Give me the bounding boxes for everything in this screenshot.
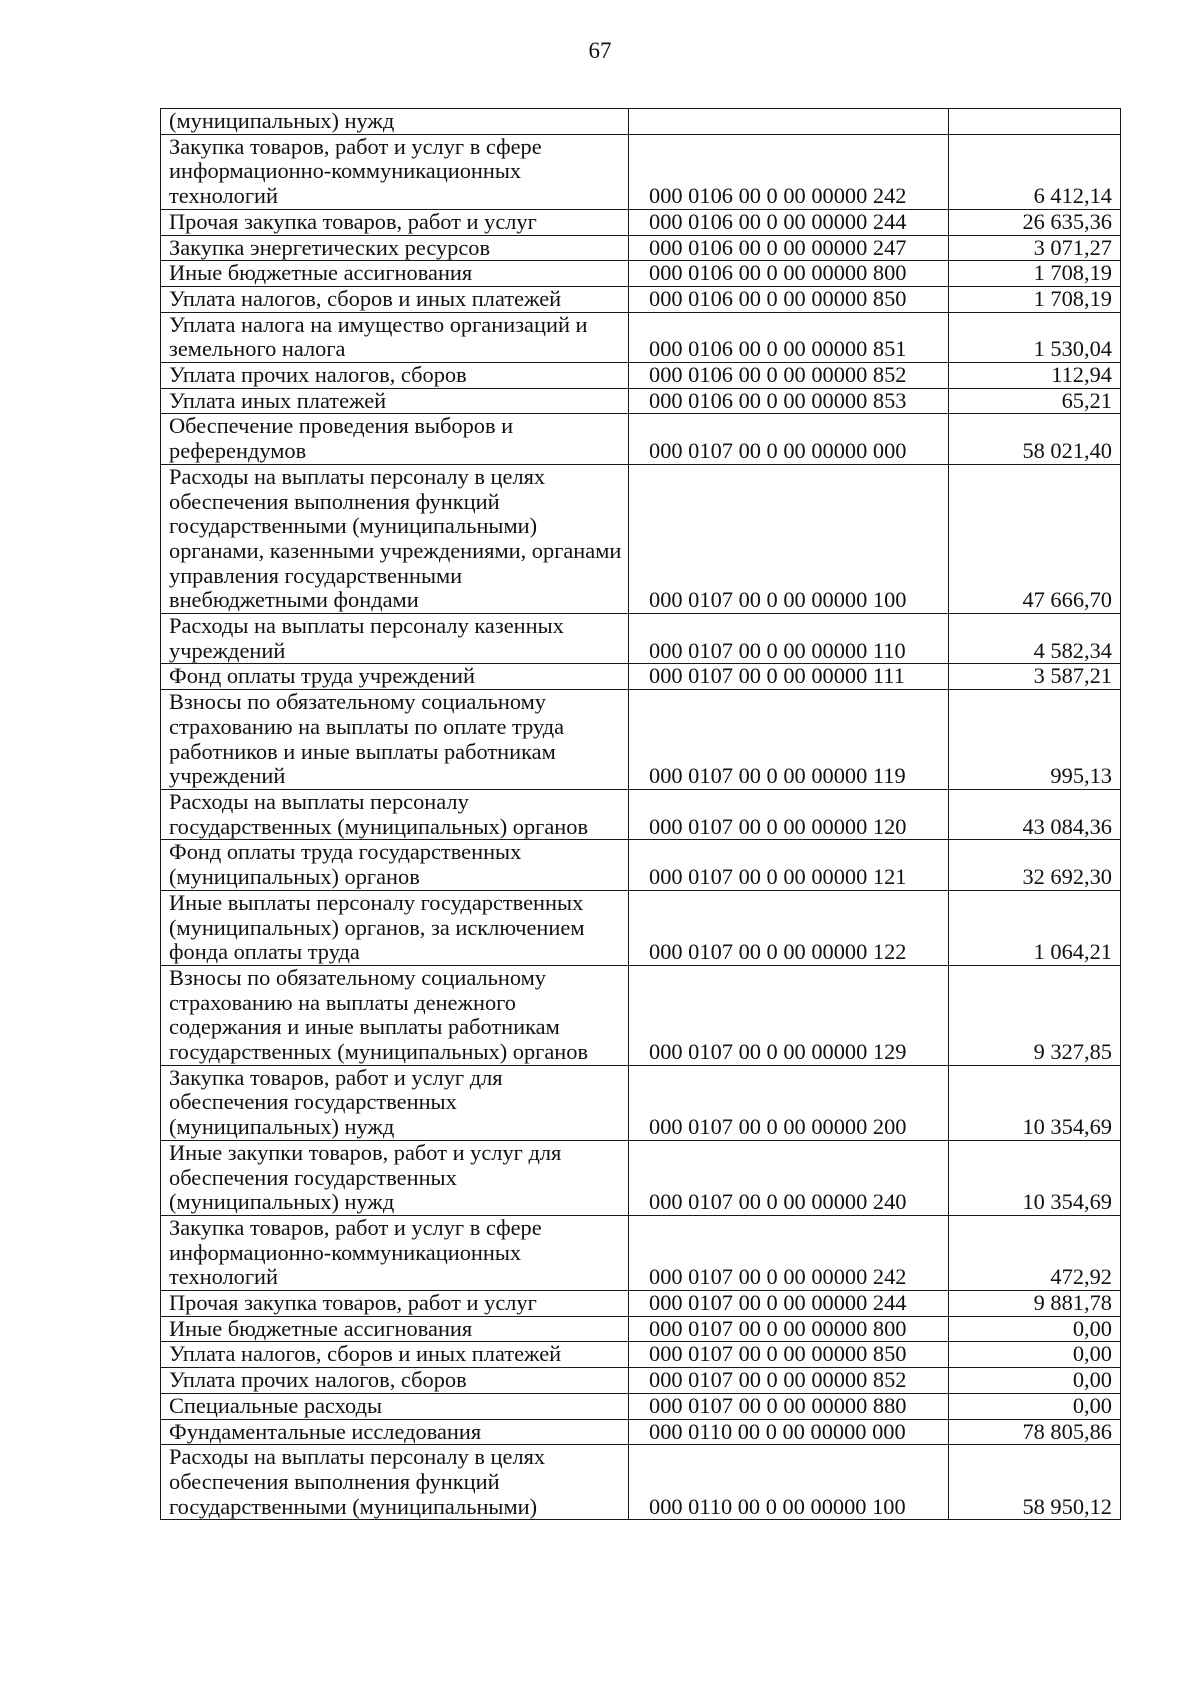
- table-row: [161, 890, 1121, 965]
- row-amount-cell: 1 708,19: [949, 261, 1121, 287]
- row-code-cell: 000 0107 00 0 00 00000 110: [629, 614, 949, 664]
- table-row: [161, 235, 1121, 261]
- row-code-cell: 000 0107 00 0 00 00000 119: [629, 690, 949, 790]
- row-name-cell: Расходы на выплаты персоналу в целях обеспечения выполнения функций государственными (муниципальными): [161, 1445, 629, 1520]
- row-code-cell: 000 0107 00 0 00 00000 800: [629, 1316, 949, 1342]
- row-code-cell: 000 0106 00 0 00 00000 800: [629, 261, 949, 287]
- table-row: [161, 209, 1121, 235]
- row-code-cell: 000 0110 00 0 00 00000 000: [629, 1419, 949, 1445]
- row-name-cell: Специальные расходы: [161, 1393, 629, 1419]
- row-name-cell: Уплата налога на имущество организаций и земельного налога: [161, 312, 629, 362]
- row-code-cell: 000 0107 00 0 00 00000 100: [629, 464, 949, 613]
- row-name-cell: Взносы по обязательному социальному страхованию на выплаты денежного содержания и иные выплаты работникам государственных (муниципальных) органов: [161, 965, 629, 1065]
- table-row: [161, 261, 1121, 287]
- row-amount-cell: 6 412,14: [949, 134, 1121, 209]
- row-amount-cell: 32 692,30: [949, 840, 1121, 890]
- table-row: [161, 1291, 1121, 1317]
- row-name-cell: Иные выплаты персоналу государственных (муниципальных) органов, за исключением фонда оплаты труда: [161, 890, 629, 965]
- table-row: [161, 1065, 1121, 1140]
- row-amount-cell: 0,00: [949, 1393, 1121, 1419]
- row-name-cell: Прочая закупка товаров, работ и услуг: [161, 1291, 629, 1317]
- row-name-cell: Фонд оплаты труда учреждений: [161, 664, 629, 690]
- table-row: [161, 1445, 1121, 1520]
- row-amount-cell: 1 708,19: [949, 286, 1121, 312]
- row-amount-cell: 0,00: [949, 1368, 1121, 1394]
- table-row: [161, 840, 1121, 890]
- row-name-cell: Фонд оплаты труда государственных (муниципальных) органов: [161, 840, 629, 890]
- row-name-cell: Уплата прочих налогов, сборов: [161, 1368, 629, 1394]
- row-amount-cell: 995,13: [949, 690, 1121, 790]
- row-name-cell: Обеспечение проведения выборов и референдумов: [161, 414, 629, 464]
- table-row: [161, 464, 1121, 613]
- row-code-cell: 000 0107 00 0 00 00000 852: [629, 1368, 949, 1394]
- row-name-cell: Уплата прочих налогов, сборов: [161, 363, 629, 389]
- row-code-cell: 000 0106 00 0 00 00000 851: [629, 312, 949, 362]
- row-amount-cell: 472,92: [949, 1215, 1121, 1290]
- budget-table: [160, 108, 1121, 1520]
- row-name-cell: Иные закупки товаров, работ и услуг для обеспечения государственных (муниципальных) нужд: [161, 1140, 629, 1215]
- table-row: [161, 414, 1121, 464]
- row-code-cell: 000 0107 00 0 00 00000 200: [629, 1065, 949, 1140]
- table-row: [161, 134, 1121, 209]
- table-row: [161, 1419, 1121, 1445]
- row-amount-cell: 4 582,34: [949, 614, 1121, 664]
- row-code-cell: 000 0110 00 0 00 00000 100: [629, 1445, 949, 1520]
- row-amount-cell: 10 354,69: [949, 1140, 1121, 1215]
- table-row: [161, 789, 1121, 839]
- table-row: [161, 1393, 1121, 1419]
- row-code-cell: 000 0106 00 0 00 00000 850: [629, 286, 949, 312]
- row-code-cell: 000 0107 00 0 00 00000 121: [629, 840, 949, 890]
- row-name-cell: Расходы на выплаты персоналу в целях обеспечения выполнения функций государственными (муниципальными) органами, казенными учреждениями, органами управления государственными внебюджетными фондами: [161, 464, 629, 613]
- row-name-cell: Расходы на выплаты персоналу казенных учреждений: [161, 614, 629, 664]
- row-amount-cell: 26 635,36: [949, 209, 1121, 235]
- row-amount-cell: 47 666,70: [949, 464, 1121, 613]
- row-name-cell: Уплата иных платежей: [161, 388, 629, 414]
- row-code-cell: 000 0107 00 0 00 00000 122: [629, 890, 949, 965]
- row-name-cell: Иные бюджетные ассигнования: [161, 261, 629, 287]
- table-row: [161, 614, 1121, 664]
- row-name-cell: Уплата налогов, сборов и иных платежей: [161, 1342, 629, 1368]
- row-name-cell: Закупка товаров, работ и услуг в сфере информационно-коммуникационных технологий: [161, 1215, 629, 1290]
- table-row: [161, 1140, 1121, 1215]
- row-code-cell: 000 0106 00 0 00 00000 242: [629, 134, 949, 209]
- table-row: [161, 363, 1121, 389]
- row-amount-cell: 1 530,04: [949, 312, 1121, 362]
- table-body: [161, 109, 1121, 1520]
- row-name-cell: Закупка энергетических ресурсов: [161, 235, 629, 261]
- row-code-cell: 000 0107 00 0 00 00000 242: [629, 1215, 949, 1290]
- row-name-cell: Закупка товаров, работ и услуг в сфере информационно-коммуникационных технологий: [161, 134, 629, 209]
- row-code-cell: [629, 109, 949, 135]
- row-amount-cell: 0,00: [949, 1316, 1121, 1342]
- row-amount-cell: 3 071,27: [949, 235, 1121, 261]
- row-amount-cell: 43 084,36: [949, 789, 1121, 839]
- row-code-cell: 000 0107 00 0 00 00000 240: [629, 1140, 949, 1215]
- row-amount-cell: 78 805,86: [949, 1419, 1121, 1445]
- table-row: [161, 664, 1121, 690]
- table-row: [161, 1342, 1121, 1368]
- row-code-cell: 000 0107 00 0 00 00000 000: [629, 414, 949, 464]
- row-code-cell: 000 0106 00 0 00 00000 852: [629, 363, 949, 389]
- row-name-cell: Прочая закупка товаров, работ и услуг: [161, 209, 629, 235]
- row-code-cell: 000 0106 00 0 00 00000 853: [629, 388, 949, 414]
- row-code-cell: 000 0106 00 0 00 00000 244: [629, 209, 949, 235]
- table-row: [161, 388, 1121, 414]
- row-code-cell: 000 0107 00 0 00 00000 120: [629, 789, 949, 839]
- table-row: [161, 109, 1121, 135]
- row-amount-cell: 58 021,40: [949, 414, 1121, 464]
- row-amount-cell: 3 587,21: [949, 664, 1121, 690]
- row-amount-cell: [949, 109, 1121, 135]
- row-code-cell: 000 0107 00 0 00 00000 129: [629, 965, 949, 1065]
- row-name-cell: Закупка товаров, работ и услуг для обеспечения государственных (муниципальных) нужд: [161, 1065, 629, 1140]
- row-amount-cell: 112,94: [949, 363, 1121, 389]
- table-row: [161, 1215, 1121, 1290]
- row-amount-cell: 65,21: [949, 388, 1121, 414]
- row-amount-cell: 0,00: [949, 1342, 1121, 1368]
- row-code-cell: 000 0107 00 0 00 00000 850: [629, 1342, 949, 1368]
- row-name-cell: (муниципальных) нужд: [161, 109, 629, 135]
- row-amount-cell: 9 881,78: [949, 1291, 1121, 1317]
- row-name-cell: Иные бюджетные ассигнования: [161, 1316, 629, 1342]
- table-row: [161, 690, 1121, 790]
- row-name-cell: Уплата налогов, сборов и иных платежей: [161, 286, 629, 312]
- row-amount-cell: 10 354,69: [949, 1065, 1121, 1140]
- row-code-cell: 000 0107 00 0 00 00000 880: [629, 1393, 949, 1419]
- table-row: [161, 286, 1121, 312]
- page-number: 67: [588, 38, 612, 63]
- table-row: [161, 1316, 1121, 1342]
- table-row: [161, 312, 1121, 362]
- row-name-cell: Взносы по обязательному социальному страхованию на выплаты по оплате труда работников и иные выплаты работникам учреждений: [161, 690, 629, 790]
- row-name-cell: Фундаментальные исследования: [161, 1419, 629, 1445]
- row-code-cell: 000 0106 00 0 00 00000 247: [629, 235, 949, 261]
- row-code-cell: 000 0107 00 0 00 00000 111: [629, 664, 949, 690]
- row-code-cell: 000 0107 00 0 00 00000 244: [629, 1291, 949, 1317]
- row-amount-cell: 58 950,12: [949, 1445, 1121, 1520]
- row-name-cell: Расходы на выплаты персоналу государственных (муниципальных) органов: [161, 789, 629, 839]
- row-amount-cell: 1 064,21: [949, 890, 1121, 965]
- table-row: [161, 965, 1121, 1065]
- table-row: [161, 1368, 1121, 1394]
- row-amount-cell: 9 327,85: [949, 965, 1121, 1065]
